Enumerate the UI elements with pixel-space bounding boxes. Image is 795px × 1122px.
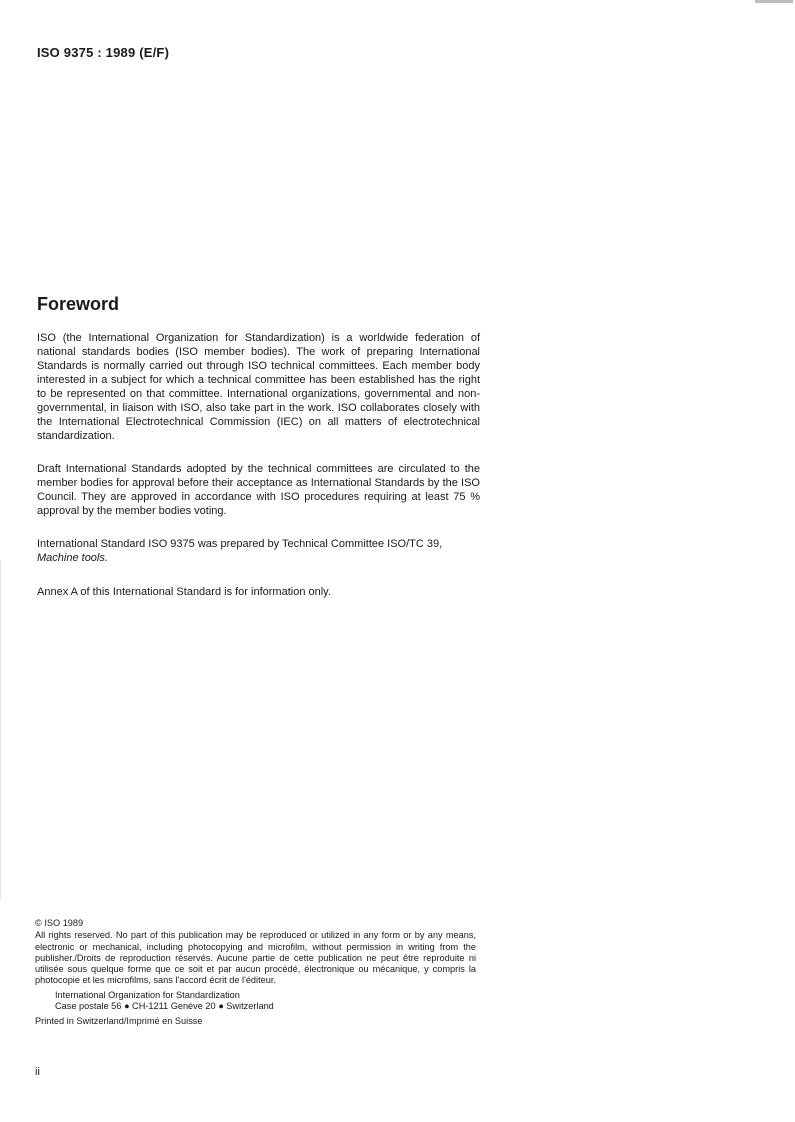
paragraph-3-text: International Standard ISO 9375 was prepared by Technical Committee ISO/TC 39,	[37, 538, 443, 550]
paragraph-3-committee-name: Machine tools.	[37, 552, 108, 564]
printed-in-line: Printed in Switzerland/Imprimé en Suisse	[35, 1016, 203, 1027]
scan-left-rule	[0, 560, 1, 900]
foreword-paragraph-2: Draft International Standards adopted by the technical committees are circulated to the member bodies for approval before their acceptance as International Standards by the ISO Council. They are approved in accordance with ISO procedures requiring at least 75 % approval by the member bodies voting.	[37, 463, 480, 517]
foreword-paragraph-3	[37, 537, 480, 565]
document-header: ISO 9375 : 1989 (E/F)	[37, 45, 170, 60]
foreword-title: Foreword	[37, 294, 120, 314]
copyright-notice: All rights reserved. No part of this publication may be reproduced or utilized in any form or by any means, electronic or mechanical, including photocopying and microfilm, without permission in writing from the publisher./Droits de reproduction réservés. Aucune partie de cette publication ne peut être reproduite ni utilisée sous quelque forme que ce soit et par aucun procédé, électronique ou mécanique, y compris la photocopie et les microfilms, sans l'accord écrit de l'éditeur.	[35, 930, 476, 986]
copyright-symbol-line: © ISO 1989	[35, 918, 84, 928]
foreword-paragraph-1: ISO (the International Organization for Standardization) is a worldwide federation of national standards bodies (ISO member bodies). The work of preparing International Standards is normally carried out through ISO technical committees. Each member body interested in a subject for which a technical committee has been established has the right to be represented on that committee. International organizations, governmental and non-governmental, in liaison with ISO, also take part in the work. ISO collaborates closely with the International Electrotechnical Commission (IEC) on all matters of electrotechnical standardization.	[37, 332, 480, 442]
publisher-organization: International Organization for Standardization	[55, 989, 240, 1000]
copyright-block	[35, 918, 476, 1028]
scan-edge-mark	[755, 0, 793, 3]
publisher-address: Case postale 56 ● CH-1211 Genève 20 ● Switzerland	[55, 1001, 274, 1012]
page-number: ii	[35, 1066, 40, 1078]
foreword-paragraph-4: Annex A of this International Standard is for information only.	[37, 586, 331, 598]
